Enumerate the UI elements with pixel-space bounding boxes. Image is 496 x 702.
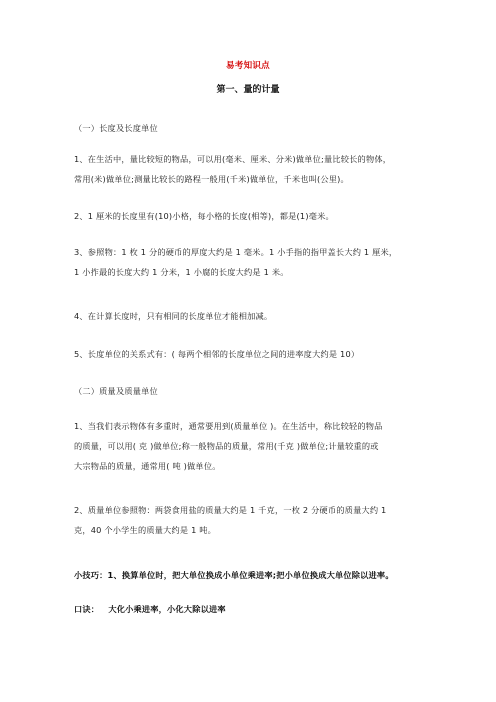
paragraph-line: 3、参照物：1 枚 1 分的硬币的厚度大约是 1 毫米。1 小手指的指甲盖长大约 1 厘米， [74,247,398,257]
paragraph-length-2: 2、1 厘米的长度里有(10)小格，每小格的长度(相等)，都是(1)毫米。 [74,211,334,221]
paragraph-line: 克，40 个小学生的质量大约是 1 吨。 [74,525,217,535]
paragraph-length-5: 5、长度单位的关系式有：( 每两个相邻的长度单位之间的进率度大约是 10） [74,349,360,359]
section-heading-mass: （二）质量及质量单位 [74,386,158,396]
paragraph-line: 常用(米)做单位;测量比较长的路程一般用(千米)做单位，千米也叫(公里)。 [74,174,349,184]
paragraph-line: 2、质量单位参照物：两袋食用盐的质量大约是 1 千克，一枚 2 分硬币的质量大约 1 [74,505,387,515]
paragraph-line: 1、在生活中，量比较短的物品，可以用(毫米、厘米、分米)做单位;量比较长的物体， [74,154,392,164]
paragraph-length-3 [74,242,436,282]
section-heading-length: （一）长度及长度单位 [74,123,158,133]
paragraph-line: 的质量，可以用( 克 )做单位;称一般物品的质量，常用(千克 )做单位;计量较重的或 [74,441,379,451]
paragraph-length-4: 4、在计算长度时，只有相同的长度单位才能相加减。 [74,311,273,321]
paragraph-mass-2 [74,500,436,540]
chapter-title: 第一、量的计量 [216,85,280,95]
paragraph-length-1 [74,149,436,189]
paragraph-mass-1 [74,416,436,476]
tip-paragraph: 小技巧：1、换算单位时，把大单位换成小单位乘进率;把小单位换成大单位除以进率。 [74,570,394,580]
paragraph-line: 1 小拃最的长度大约 1 分米，1 小腐的长度大约是 1 米。 [74,267,289,277]
mnemonic-line: 口诀： 大化小乘进率，小化大除以进率 [74,604,226,614]
document-title: 易考知识点 [225,61,270,71]
paragraph-line: 大宗物品的质量，通常用( 吨 )做单位。 [74,461,221,471]
paragraph-line: 1、当我们表示物体有多重时，通常要用到(质量单位 )。在生活中，称比较轻的物品 [74,421,383,431]
